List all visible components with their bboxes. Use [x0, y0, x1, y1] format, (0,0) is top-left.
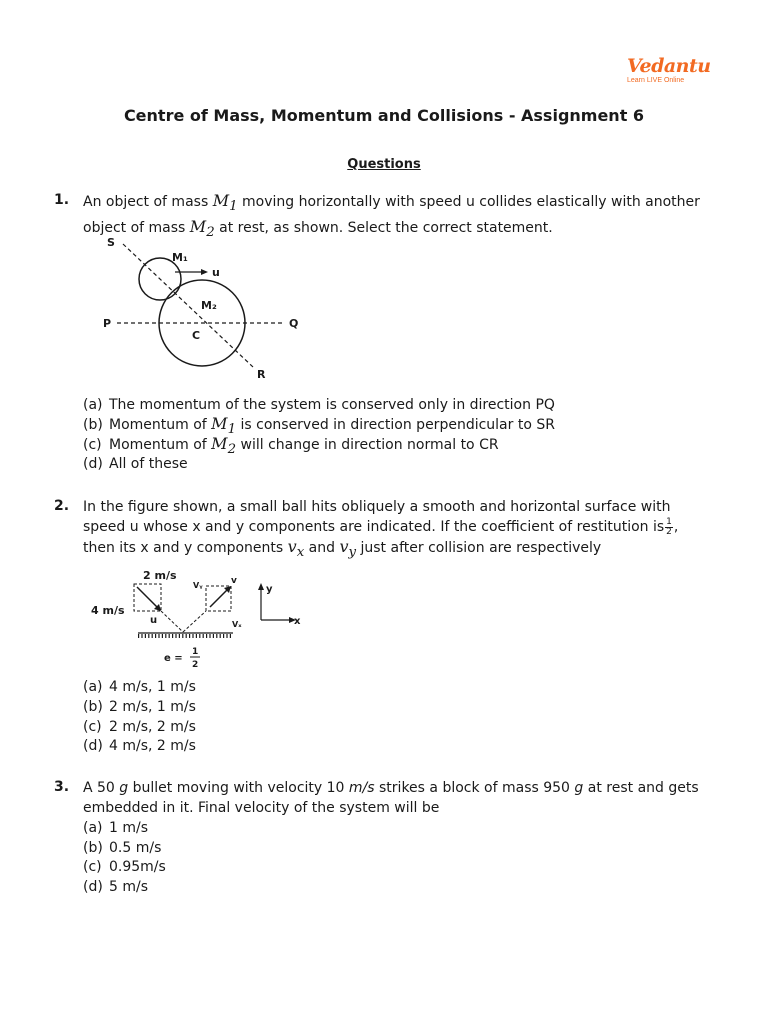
label-e: e = [164, 653, 183, 664]
q2-fraction: $\frac{1}{2}$ [666, 516, 672, 537]
q2-text-and: and [308, 540, 336, 556]
incoming-path [161, 611, 183, 632]
q3-unit-g: g [119, 780, 129, 796]
label-u: u [150, 615, 158, 626]
label-2ms: 2 m/s [143, 569, 177, 582]
q3-text-a: A 50 [83, 780, 115, 796]
q1-m1: $M_1$ [212, 191, 238, 215]
label-s: S [107, 236, 115, 249]
question-2-figure [88, 566, 318, 674]
q3-option-a: (a) 1 m/s [83, 820, 149, 836]
logo-name: Vedantu [627, 55, 711, 77]
line-sr [123, 244, 253, 367]
label-vx: Vₓ [232, 620, 242, 629]
question-3-number: 3. [54, 779, 70, 795]
label-axis-x: x [294, 616, 301, 627]
q2-option-c: (c) 2 m/s, 2 m/s [83, 719, 196, 735]
label-u: u [212, 266, 220, 279]
q3-unit-ms: m/s [348, 780, 375, 796]
label-m2: M₂ [201, 299, 217, 312]
label-axis-y: y [266, 584, 273, 595]
label-v: v [231, 576, 237, 586]
label-p: P [103, 317, 112, 330]
question-1-figure [95, 232, 315, 382]
q2-text-b: , then its x and y components [83, 519, 679, 556]
label-vy: Vᵧ [193, 581, 203, 590]
q2-option-b: (b) 2 m/s, 1 m/s [83, 699, 196, 715]
q1-option-a: (a) The momentum of the system is conserved only in direction PQ [83, 397, 555, 413]
q1-m2: $M_2$ [189, 217, 215, 241]
label-4ms: 4 m/s [91, 604, 125, 617]
question-3-text [83, 778, 708, 818]
page-title: Centre of Mass, Momentum and Collisions - Assignment 6 [123, 106, 645, 125]
q3-text-d: at rest and gets embedded in it. Final velocity of the system will be [83, 780, 699, 816]
label-e-num: 1 [192, 647, 199, 657]
q2-text-a: In the figure shown, a small ball hits obliquely a smooth and horizontal surface with speed u whose x and y components are indicated. If the coefficient of restitution is [83, 499, 671, 535]
q3-option-d: (d) 5 m/s [83, 879, 149, 895]
q1-option-b: (b) Momentum of $M_1$ is conserved in direction perpendicular to SR [83, 414, 555, 438]
q2-option-a: (a) 4 m/s, 1 m/s [83, 679, 196, 695]
question-2-number: 2. [54, 498, 70, 514]
outgoing-path [183, 611, 206, 632]
label-r: R [257, 368, 266, 381]
question-1-number: 1. [54, 192, 70, 208]
vedantu-logo [627, 55, 711, 85]
q3-text-c: strikes a block of mass 950 [379, 780, 570, 796]
q3-option-b: (b) 0.5 m/s [83, 840, 162, 856]
q2-text-c: just after collision are respectively [360, 540, 602, 556]
q3-option-c: (c) 0.95m/s [83, 859, 166, 875]
q2-vx: $v_x$ [287, 537, 305, 561]
logo-tagline: Learn LIVE Online [627, 77, 685, 84]
q1-text-c: at rest, as shown. Select the correct statement. [219, 220, 553, 237]
q1-option-c: (c) Momentum of $M_2$ will change in direction normal to CR [83, 434, 499, 458]
label-e-den: 2 [192, 660, 199, 670]
q3-text-b: bullet moving with velocity 10 [132, 780, 345, 796]
q1-text-b: moving horizontally with speed u collides elastically with another object of mass [83, 194, 700, 237]
q1-text-a: An object of mass [83, 194, 209, 210]
question-2-text [83, 497, 708, 563]
q2-option-d: (d) 4 m/s, 2 m/s [83, 738, 196, 754]
label-q: Q [289, 317, 299, 330]
label-c: C [192, 329, 201, 342]
questions-heading: Questions [347, 157, 421, 172]
q2-vy: $v_y$ [339, 537, 357, 561]
q1-option-d: (d) All of these [83, 456, 188, 472]
q3-unit-g-2: g [574, 780, 584, 796]
label-m1: M₁ [172, 251, 188, 264]
